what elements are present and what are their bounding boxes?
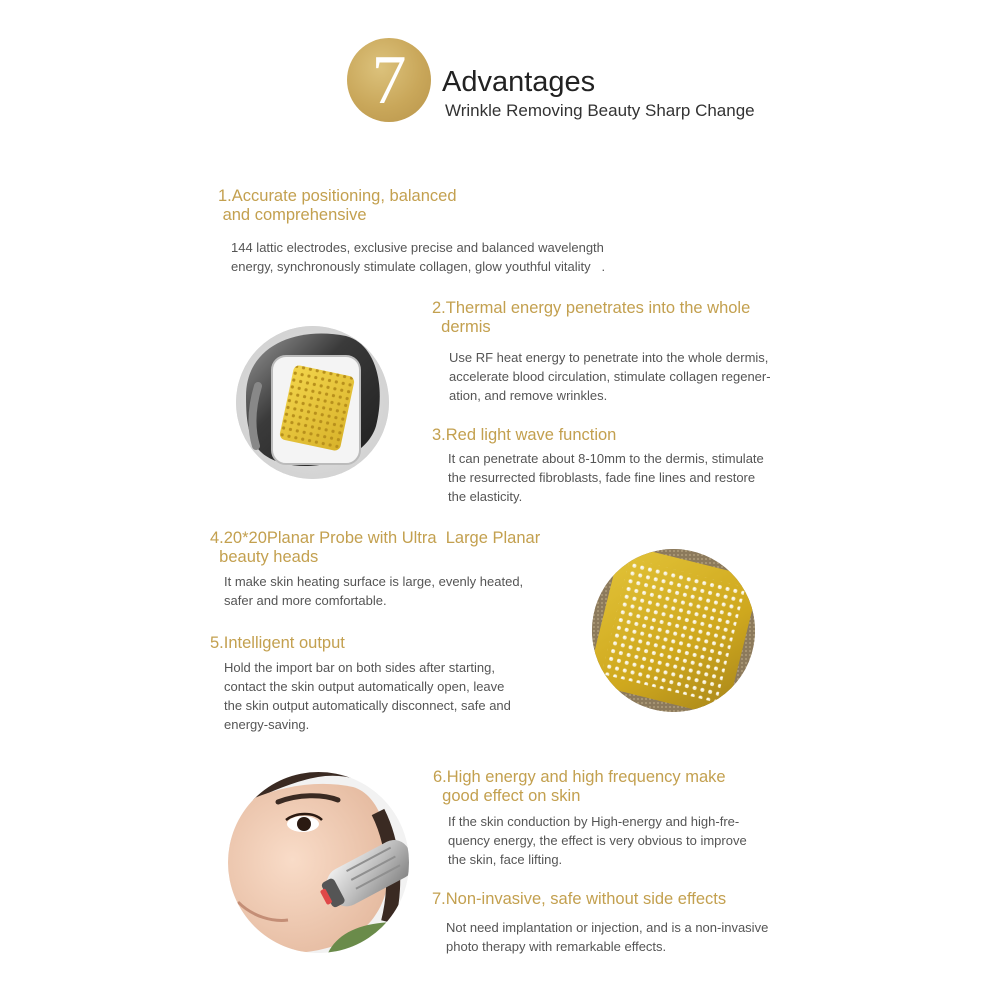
badge-number: 7: [371, 42, 407, 119]
feature-3-description: [448, 449, 764, 506]
page-title: Advantages: [442, 66, 596, 98]
feature-6-title-line-1: 6.High energy and high frequency make: [433, 768, 726, 786]
feature-1-description: [231, 238, 605, 276]
feature-3-desc-line-3: the elasticity.: [448, 489, 523, 504]
feature-4-description: [224, 572, 523, 610]
feature-1-desc-line-1: 144 lattic electrodes, exclusive precise and balanced wavelength: [231, 240, 604, 255]
feature-6-desc-line-2: quency energy, the effect is very obvious to improve: [448, 833, 747, 848]
page-subtitle: Wrinkle Removing Beauty Sharp Change: [445, 101, 755, 120]
feature-4-desc-line-1: It make skin heating surface is large, evenly heated,: [224, 574, 524, 589]
feature-4-desc-line-2: safer and more comfortable.: [224, 593, 387, 608]
feature-2: [432, 299, 750, 337]
feature-5-desc-line-2: contact the skin output automatically open, leave: [224, 679, 505, 694]
feature-7-desc-line-2: photo therapy with remarkable effects.: [446, 939, 667, 954]
feature-7: [432, 890, 726, 909]
feature-1-title-line-1: 1.Accurate positioning, balanced: [218, 187, 457, 205]
feature-4-title-line-2: beauty heads: [210, 548, 319, 566]
feature-1-desc-line-2: energy, synchronously stimulate collagen, glow youthful vitality .: [231, 259, 606, 274]
feature-2-title-line-1: 2.Thermal energy penetrates into the whole: [432, 299, 751, 317]
feature-2-desc-line-3: ation, and remove wrinkles.: [449, 388, 608, 403]
feature-4: [210, 529, 540, 567]
feature-3-desc-line-1: It can penetrate about 8-10mm to the dermis, stimulate: [448, 451, 764, 466]
feature-3-title-line-1: 3.Red light wave function: [432, 426, 617, 444]
feature-2-description: [449, 348, 771, 405]
feature-2-desc-line-2: accelerate blood circulation, stimulate collagen regener-: [449, 369, 771, 384]
feature-6-title-line-2: good effect on skin: [433, 787, 581, 805]
electrode-plate-image: [592, 549, 755, 712]
feature-6-description: [448, 812, 747, 869]
number-badge: [347, 38, 431, 122]
feature-3: [432, 426, 616, 445]
face-treatment-image: [228, 772, 409, 953]
feature-5: [210, 634, 345, 653]
feature-6-desc-line-1: If the skin conduction by High-energy and high-fre-: [448, 814, 740, 829]
face-treatment-illustration: [228, 772, 409, 953]
electrode-plate-illustration: [592, 549, 755, 712]
feature-6: [433, 768, 726, 806]
feature-3-desc-line-2: the resurrected fibroblasts, fade fine lines and restore: [448, 470, 756, 485]
feature-7-description: [446, 918, 768, 956]
feature-1: [218, 187, 457, 225]
feature-7-desc-line-1: Not need implantation or injection, and is a non-invasive: [446, 920, 769, 935]
feature-6-desc-line-3: the skin, face lifting.: [448, 852, 563, 867]
feature-5-desc-line-1: Hold the import bar on both sides after starting,: [224, 660, 495, 675]
feature-7-title-line-1: 7.Non-invasive, safe without side effects: [432, 890, 727, 908]
feature-5-description: [224, 658, 511, 734]
probe-head-image: [236, 326, 389, 479]
feature-2-desc-line-1: Use RF heat energy to penetrate into the whole dermis,: [449, 350, 769, 365]
feature-5-desc-line-4: energy-saving.: [224, 717, 310, 732]
feature-2-title-line-2: dermis: [432, 318, 491, 336]
feature-5-title-line-1: 5.Intelligent output: [210, 634, 345, 652]
probe-head-illustration: [236, 326, 389, 479]
feature-5-desc-line-3: the skin output automatically disconnect, safe and: [224, 698, 511, 713]
feature-1-title-line-2: and comprehensive: [218, 206, 367, 224]
feature-4-title-line-1: 4.20*20Planar Probe with Ultra Large Planar: [210, 529, 541, 547]
